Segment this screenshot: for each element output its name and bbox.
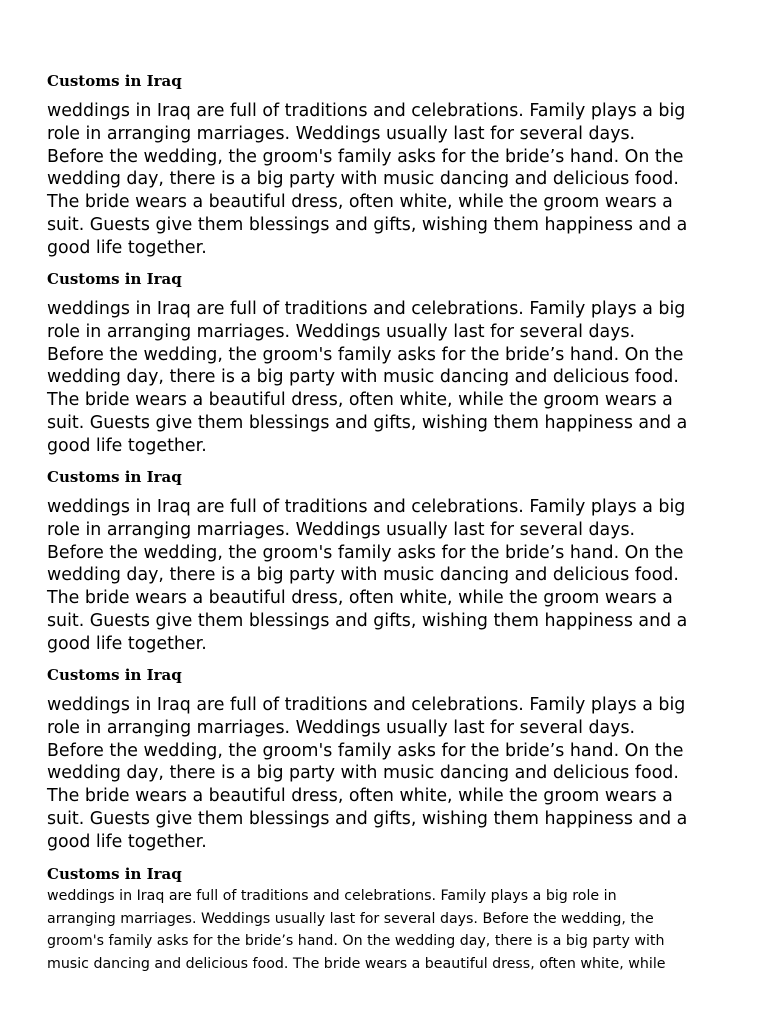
paragraph-line: Before the wedding, the groom's family asks for the bride’s hand. On the [47,542,684,563]
paragraph-line: suit. Guests give them blessings and gifts, wishing them happiness and a [47,214,688,235]
paragraph-line: suit. Guests give them blessings and gifts, wishing them happiness and a [47,412,688,433]
section-heading: Customs in Iraq [47,666,182,684]
section-heading: Customs in Iraq [47,270,182,288]
paragraph-line: role in arranging marriages. Weddings usually last for several days. [47,123,636,144]
paragraph-line: suit. Guests give them blessings and gifts, wishing them happiness and a [47,808,688,829]
paragraph-line: role in arranging marriages. Weddings usually last for several days. [47,717,636,738]
section-paragraph [47,100,737,260]
paragraph-line: weddings in Iraq are full of traditions and celebrations. Family plays a big [47,299,686,319]
paragraph-line: role in arranging marriages. Weddings usually last for several days. [47,519,636,540]
paragraph-line: The bride wears a beautiful dress, often white, while the groom wears a [47,786,673,807]
paragraph-line: wedding day, there is a big party with music dancing and delicious food. [47,367,679,388]
paragraph-line: wedding day, there is a big party with music dancing and delicious food. [47,169,679,190]
paragraph-line: Before the wedding, the groom's family asks for the bride’s hand. On the [47,740,684,761]
paragraph-line: suit. Guests give them blessings and gifts, wishing them happiness and a [47,610,688,631]
section-paragraph [47,694,737,854]
paragraph-line: good life together. [47,633,207,654]
paragraph-line: role in arranging marriages. Weddings usually last for several days. [47,321,636,342]
paragraph-line: weddings in Iraq are full of traditions and celebrations. Family plays a big [47,101,686,121]
paragraph-line: Before the wedding, the groom's family asks for the bride’s hand. On the [47,344,684,365]
paragraph-line: The bride wears a beautiful dress, often white, while the groom wears a [47,192,673,213]
paragraph-line: The bride wears a beautiful dress, often white, while the groom wears a [47,588,673,609]
section-paragraph [47,298,737,458]
section-paragraph [47,496,737,656]
paragraph-line: Before the wedding, the groom's family asks for the bride’s hand. On the [47,146,684,167]
section-paragraph [47,885,737,975]
paragraph-line: good life together. [47,831,207,852]
paragraph-line: weddings in Iraq are full of traditions and celebrations. Family plays a big [47,695,686,715]
paragraph-line: arranging marriages. Weddings usually last for several days. Before the wedding, the [47,910,654,927]
paragraph-line: weddings in Iraq are full of traditions and celebrations. Family plays a big [47,497,686,517]
paragraph-line: good life together. [47,435,207,456]
paragraph-line: wedding day, there is a big party with music dancing and delicious food. [47,763,679,784]
paragraph-line: wedding day, there is a big party with music dancing and delicious food. [47,565,679,586]
section-heading: Customs in Iraq [47,72,182,90]
section-heading: Customs in Iraq [47,865,182,883]
paragraph-line: weddings in Iraq are full of traditions and celebrations. Family plays a big role in [47,888,617,904]
paragraph-line: music dancing and delicious food. The bride wears a beautiful dress, often white, while [47,955,666,972]
paragraph-line: groom's family asks for the bride’s hand. On the wedding day, there is a big party with [47,933,665,950]
paragraph-line: good life together. [47,237,207,258]
paragraph-line: The bride wears a beautiful dress, often white, while the groom wears a [47,390,673,411]
section-heading: Customs in Iraq [47,468,182,486]
